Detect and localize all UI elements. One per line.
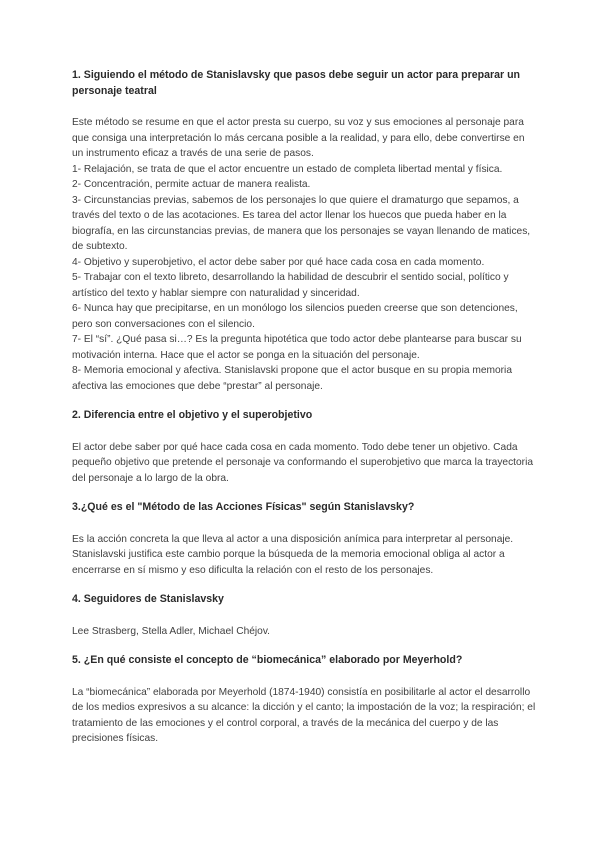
section-2-heading: 2. Diferencia entre el objetivo y el superobjetivo — [72, 409, 313, 421]
step-3: 3- Circunstancias previas, sabemos de los personajes lo que quiere el dramaturgo que sepamos, a través del texto o de las acotaciones. Es tarea del actor llenar los huecos que pueda haber en la biografía, en las circunstancias previas, de manera que los personajes se vayan llenando de matices, de subtexto. — [72, 194, 531, 252]
document-content — [72, 68, 536, 747]
section-5-heading: 5. ¿En qué consiste el concepto de “biomecánica” elaborado por Meyerhold? — [72, 654, 463, 666]
section-1 — [72, 68, 536, 394]
section-5-body: La “biomecánica” elaborada por Meyerhold (1874-1940) consistía en posibilitarle al actor el desarrollo de los medios expresivos a su alcance: la dicción y el canto; la impostación de la voz; la respiración; el tratamiento de las emociones y el control corporal, a través de la mecánica del cuerpo y de las precisiones físicas. — [72, 686, 536, 744]
section-4-heading: 4. Seguidores de Stanislavsky — [72, 593, 224, 605]
step-2: 2- Concentración, permite actuar de manera realista. — [72, 179, 311, 190]
step-4: 4- Objetivo y superobjetivo, el actor debe saber por qué hace cada cosa en cada momento. — [72, 256, 485, 268]
section-4-body: Lee Strasberg, Stella Adler, Michael Chéjov. — [72, 625, 271, 637]
section-3-heading: 3.¿Qué es el "Método de las Acciones Físicas" según Stanislavsky? — [72, 501, 415, 513]
section-3 — [72, 500, 536, 578]
section-1-heading: 1. Siguiendo el método de Stanislavsky que pasos debe seguir un actor para preparar un personaje teatral — [72, 69, 521, 97]
section-5 — [72, 653, 536, 747]
section-2-body: El actor debe saber por qué hace cada cosa en cada momento. Todo debe tener un objetivo. Cada pequeño objetivo que pretende el personaje va conformando el superobjetivo que marca la trayectoria del personaje a lo largo de la obra. — [72, 441, 533, 484]
step-5: 5- Trabajar con el texto libreto, desarrollando la habilidad de descubrir el sentido social, político y artístico del texto y hablar siempre con naturalidad y sinceridad. — [72, 272, 509, 299]
section-4 — [72, 592, 536, 639]
step-6: 6- Nunca hay que precipitarse, en un monólogo los silencios pueden creerse que son detenciones, pero son conversaciones con el silencio. — [72, 303, 518, 330]
section-2 — [72, 408, 536, 486]
step-1: 1- Relajación, se trata de que el actor encuentre un estado de completa libertad mental y física. — [72, 163, 503, 175]
section-3-body: Es la acción concreta la que lleva al actor a una disposición anímica para interpretar al personaje. Stanislavski justifica este cambio porque la búsqueda de la memoria emocional obliga al actor a encerrarse en sí mismo y eso dificulta la relación con el resto de los personajes. — [72, 533, 514, 576]
section-1-intro: Este método se resume en que el actor presta su cuerpo, su voz y sus emociones al personaje para que consiga una interpretación lo más cercana posible a la realidad, y para ello, debe convertirse en un instrumento eficaz a través de una serie de pasos. — [72, 117, 525, 159]
step-7: 7- El “sí”. ¿Qué pasa si…? Es la pregunta hipotética que todo actor debe plantearse para buscar su motivación interna. Hace que el actor se ponga en la situación del personaje. — [72, 334, 522, 361]
step-8: 8- Memoria emocional y afectiva. Stanislavski propone que el actor busque en su propia memoria afectiva las emociones que debe “prestar” al personaje. — [72, 365, 512, 392]
